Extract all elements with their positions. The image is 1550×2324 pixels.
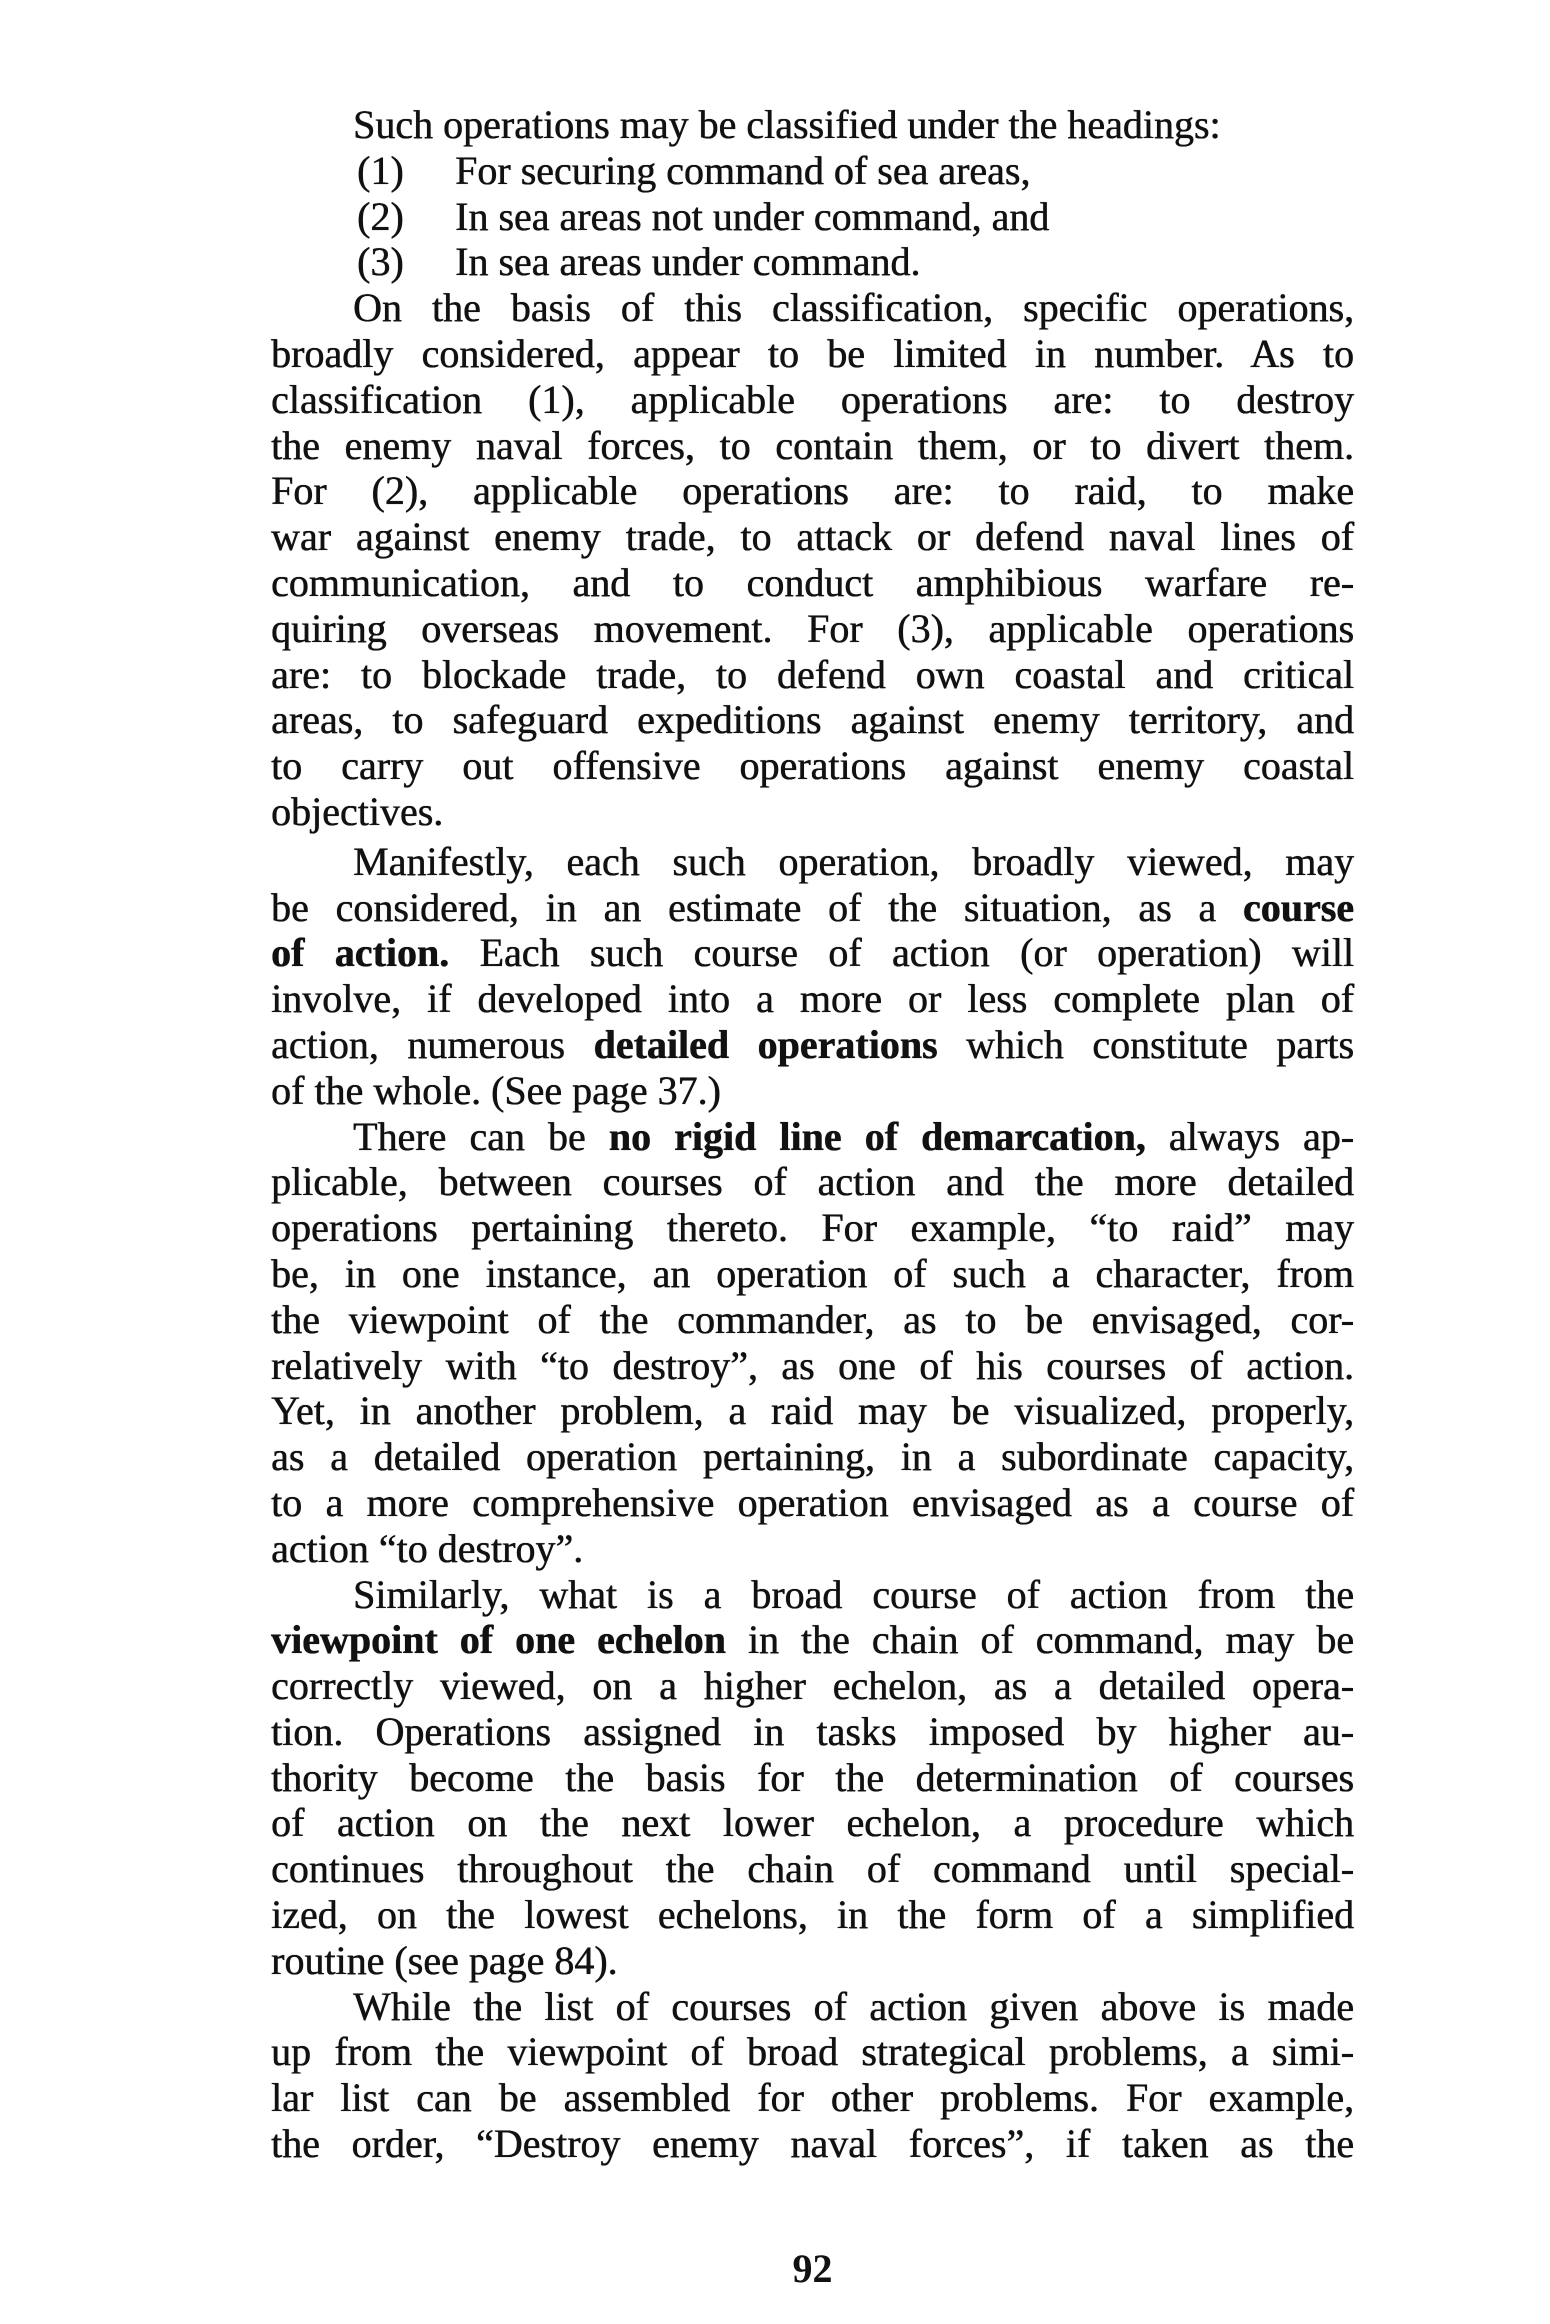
list-number: (1)	[357, 147, 404, 193]
text-line: On the basis of this classification, specific operations,	[353, 285, 1354, 331]
list-text: For securing command of sea areas,	[455, 147, 1031, 193]
text-line: routine (see page 84).	[271, 1937, 618, 1983]
intro-line: Such operations may be classified under the headings:	[353, 102, 1221, 147]
text-line: to a more comprehensive operation envisaged as a course of	[271, 1479, 1354, 1525]
emphasis-course: course	[1242, 884, 1354, 930]
text-line: operations pertaining thereto. For example, “to raid” may	[271, 1205, 1354, 1251]
text-line: war against enemy trade, to attack or defend naval lines of	[271, 514, 1354, 560]
paragraph-echelon	[271, 1572, 1354, 1984]
text-line	[271, 1114, 1354, 1160]
list-item	[271, 239, 1354, 285]
text-line: relatively with “to destroy”, as one of his courses of action.	[271, 1342, 1354, 1388]
text-span: be considered, in an estimate of the situation, as a	[271, 884, 1243, 930]
page-number: 92	[792, 2246, 833, 2291]
text-line: quiring overseas movement. For (3), applicable operations	[271, 605, 1354, 651]
page-body	[271, 102, 1354, 2167]
paragraph-classification	[271, 285, 1354, 835]
text-line: classification (1), applicable operations are: to destroy	[271, 376, 1354, 422]
text-line: the viewpoint of the commander, as to be envisaged, cor-	[271, 1296, 1354, 1342]
classification-list	[271, 148, 1354, 285]
list-text: In sea areas not under command, and	[455, 193, 1050, 239]
text-line	[271, 885, 1354, 931]
text-line: plicable, between courses of action and the more detailed	[271, 1159, 1354, 1205]
text-line: be, in one instance, an operation of such a character, from	[271, 1250, 1354, 1296]
text-line: involve, if developed into a more or less complete plan of	[271, 976, 1354, 1022]
text-line: While the list of courses of action given above is made	[353, 1983, 1354, 2029]
list-item	[271, 148, 1354, 194]
text-line: thority become the basis for the determination of courses	[271, 1754, 1354, 1800]
text-line: tion. Operations assigned in tasks imposed by higher au-	[271, 1708, 1354, 1754]
text-line: continues throughout the chain of command until special-	[271, 1846, 1354, 1892]
paragraph-course-of-action	[271, 839, 1354, 1114]
text-line: areas, to safeguard expeditions against enemy territory, and	[271, 697, 1354, 743]
text-line: are: to blockade trade, to defend own coastal and critical	[271, 651, 1354, 697]
text-span: in the chain of command, may be	[725, 1617, 1354, 1663]
text-line: lar list can be assembled for other problems. For example,	[271, 2075, 1354, 2121]
text-line: the enemy naval forces, to contain them, or to divert them.	[271, 422, 1354, 468]
text-line	[271, 930, 1354, 976]
text-line	[271, 1022, 1354, 1068]
text-line: objectives.	[271, 788, 444, 834]
text-line: For (2), applicable operations are: to raid, to make	[271, 468, 1354, 514]
emphasis-of-action: of action.	[271, 930, 450, 976]
text-line: of the whole. (See page 37.)	[271, 1067, 721, 1113]
text-line: action “to destroy”.	[271, 1525, 584, 1571]
text-line: of action on the next lower echelon, a procedure which	[271, 1800, 1354, 1846]
text-line: Yet, in another problem, a raid may be visualized, properly,	[271, 1388, 1354, 1434]
list-item	[271, 194, 1354, 240]
text-line: communication, and to conduct amphibious warfare re-	[271, 559, 1354, 605]
emphasis-no-rigid-line: no rigid line of demarcation,	[608, 1113, 1146, 1159]
text-span: always ap-	[1145, 1113, 1354, 1159]
text-line: correctly viewed, on a higher echelon, as a detailed opera-	[271, 1663, 1354, 1709]
text-span: There can be	[353, 1113, 609, 1159]
text-line: the order, “Destroy enemy naval forces”, if taken as the	[271, 2121, 1354, 2167]
paragraph-similar-list	[271, 1984, 1354, 2167]
text-span: which constitute parts	[937, 1021, 1354, 1067]
text-line: Manifestly, each such operation, broadly viewed, may	[353, 838, 1354, 884]
emphasis-viewpoint-echelon: viewpoint of one echelon	[271, 1617, 726, 1663]
list-text: In sea areas under command.	[455, 239, 921, 285]
paragraph-demarcation	[271, 1114, 1354, 1572]
text-line: Similarly, what is a broad course of action from the	[353, 1571, 1354, 1617]
text-line: up from the viewpoint of broad strategical problems, a simi-	[271, 2029, 1354, 2075]
list-number: (2)	[357, 193, 404, 239]
text-line: ized, on the lowest echelons, in the form of a simplified	[271, 1892, 1354, 1938]
text-span: action, numerous	[271, 1021, 594, 1067]
text-line	[271, 1617, 1354, 1663]
text-line: broadly considered, appear to be limited in number. As to	[271, 330, 1354, 376]
list-number: (3)	[357, 239, 404, 285]
text-span: Each such course of action (or operation) will	[449, 930, 1354, 976]
text-line: to carry out offensive operations against enemy coastal	[271, 743, 1354, 789]
emphasis-detailed-operations: detailed operations	[593, 1021, 938, 1067]
text-line: as a detailed operation pertaining, in a subordinate capacity,	[271, 1434, 1354, 1480]
